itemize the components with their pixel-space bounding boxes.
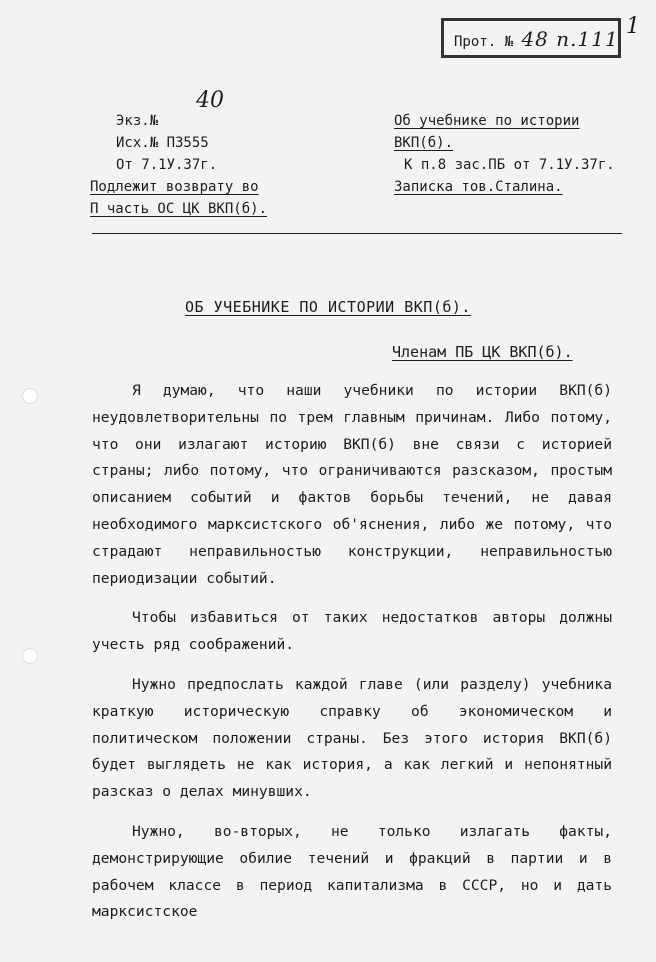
stalin-note: Записка тов.Сталина. — [394, 179, 563, 195]
return-note-line1: Подлежит возврату во — [90, 179, 259, 195]
document-title: ОБ УЧЕБНИКЕ ПО ИСТОРИИ ВКП(б). — [185, 298, 471, 316]
copy-number: 40 — [196, 88, 224, 113]
outgoing-number: Исх.№ П3555 — [116, 135, 209, 151]
return-note-line2: П часть ОС ЦК ВКП(б). — [90, 201, 268, 217]
stamp-handwritten: 48 п.111 — [521, 27, 619, 51]
paragraph: Нужно, во-вторых, не только излагать факты, демонстрирующие обилие течений и фракций в партии и в рабочем классе в период капитализма в СССР, но и дать марксистское — [92, 822, 612, 921]
paragraph: Я думаю, что наши учебники по истории ВКП(б) неудовлетворительны по трем главным причинам. Либо потому, что они излагают историю ВКП(б) вне связи с историей страны; либо потому, что ограничиваются разсказом, простым описанием событий и фактов борьбы течений, не давая необходимого марксистского об'яснения, либо же потому, что страдают неправильностью конструкции, неправильностью периодизации событий. — [92, 382, 612, 587]
subject-line2: ВКП(б). — [394, 135, 454, 151]
stamp-label: Прот. № — [454, 34, 514, 50]
punch-hole — [22, 648, 38, 664]
addressee: Членам ПБ ЦК ВКП(б). — [392, 343, 573, 361]
subject-line1: Об учебнике по истории — [394, 113, 580, 129]
copy-label: Экз.№ — [116, 113, 159, 129]
paragraph: Нужно предпослать каждой главе (или разделу) учебника краткую историческую справку об экономическом и политическом положении страны. Без этого история ВКП(б) будет выглядеть не как история, а как легкий и непонятный разсказ о делах минувших. — [92, 675, 612, 801]
punch-hole — [22, 388, 38, 404]
divider — [92, 233, 622, 234]
meeting-reference: К п.8 зас.ПБ от 7.1У.37г. — [404, 157, 615, 173]
document-date: От 7.1У.37г. — [116, 157, 218, 173]
document-body — [92, 378, 612, 939]
page-number: 1 — [626, 14, 640, 39]
protocol-stamp — [441, 18, 621, 58]
paragraph: Чтобы избавиться от таких недостатков авторы должны учесть ряд соображений. — [92, 609, 612, 654]
